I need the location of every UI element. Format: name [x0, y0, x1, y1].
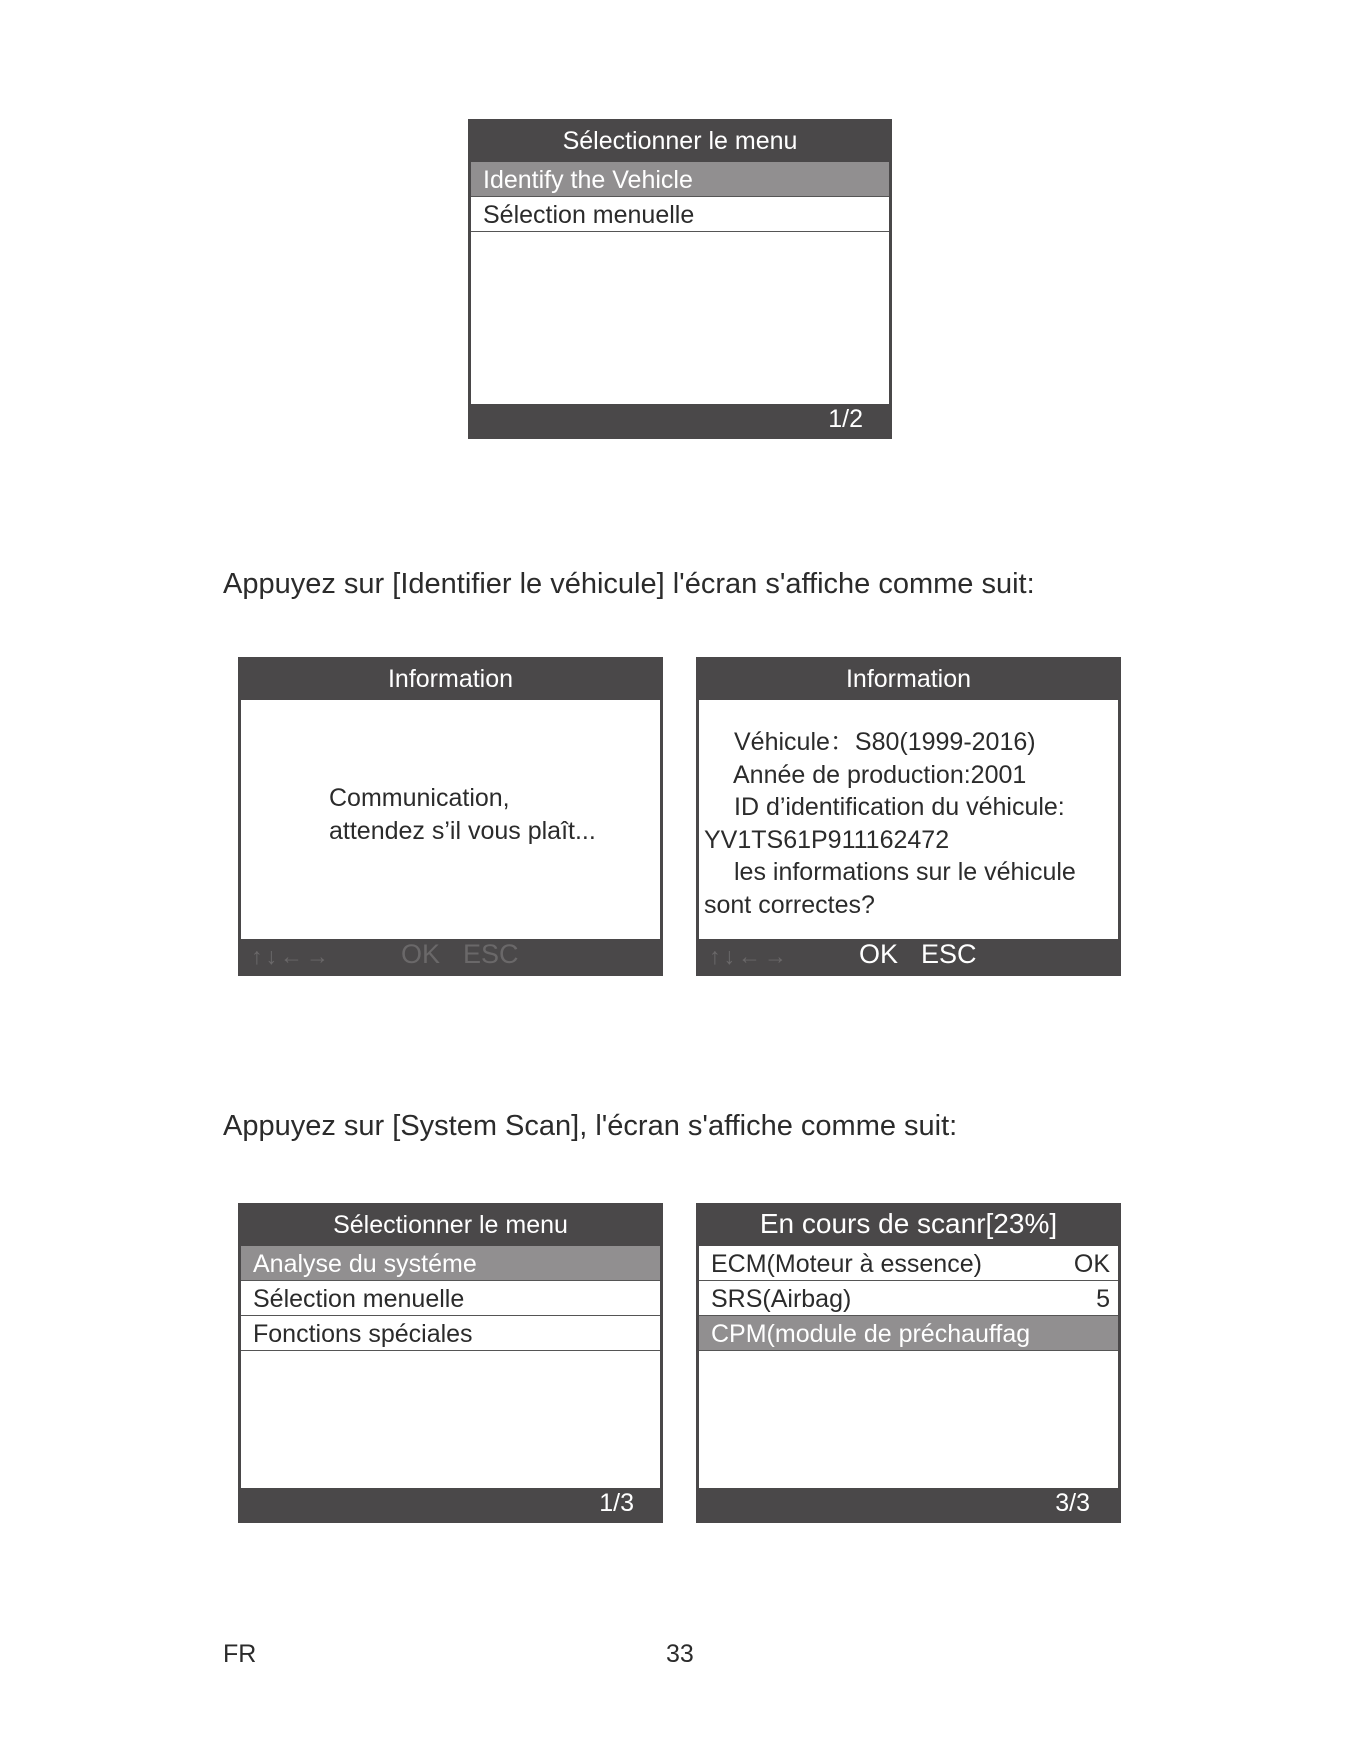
- screen-title: Information: [845, 665, 972, 693]
- menu-list: [241, 1246, 660, 1488]
- confirm-question: les informations sur le véhicule: [734, 858, 1076, 886]
- arrow-keys-icon: ↑↓←→: [709, 943, 790, 969]
- system-status: OK: [1073, 1250, 1110, 1278]
- info-body: [241, 700, 660, 939]
- status-line: Communication,: [329, 784, 510, 812]
- ok-button[interactable]: OK: [859, 939, 899, 969]
- dtc-count: 5: [1096, 1285, 1110, 1313]
- footer-language: FR: [223, 1640, 257, 1668]
- footer-page-number: 33: [666, 1640, 694, 1668]
- esc-button[interactable]: ESC: [921, 939, 977, 969]
- ok-button: OK: [401, 939, 441, 969]
- screen-title: Sélectionner le menu: [333, 1211, 568, 1239]
- scan-results-list: [699, 1246, 1118, 1488]
- instruction-caption-identify: Appuyez sur [Identifier le véhicule] l'écran s'affiche comme suit:: [223, 568, 1035, 600]
- scan-progress-screen: [696, 1203, 1121, 1523]
- screen-title: Sélectionner le menu: [562, 127, 798, 155]
- info-body: [699, 700, 1118, 939]
- page-indicator: 1/2: [828, 405, 863, 433]
- screen-footer: [241, 1486, 660, 1520]
- scan-row-ecm[interactable]: [699, 1246, 1118, 1281]
- scan-progress-title: En cours de scanr[23%]: [759, 1208, 1058, 1239]
- menu-item-identify-vehicle[interactable]: Identify the Vehicle: [471, 162, 889, 197]
- page-indicator: 3/3: [1055, 1489, 1090, 1517]
- menu-screen-vehicle: [468, 119, 892, 439]
- scan-row-cpm[interactable]: [699, 1316, 1118, 1351]
- screen-footer: [699, 1486, 1118, 1520]
- menu-list: [471, 162, 889, 404]
- arrow-keys-icon: ↑↓←→: [251, 943, 332, 969]
- vehicle-info: [704, 726, 1076, 921]
- screen-footer: [241, 939, 660, 973]
- instruction-caption-scan: Appuyez sur [System Scan], l'écran s'affiche comme suit:: [223, 1110, 958, 1142]
- esc-button: ESC: [463, 939, 519, 969]
- screen-footer: [699, 939, 1118, 973]
- system-name: ECM(Moteur à essence): [711, 1250, 982, 1278]
- vin-value: YV1TS61P911162472: [704, 825, 950, 854]
- menu-item-manual-selection[interactable]: Sélection menuelle: [471, 197, 889, 232]
- menu-item-system-scan[interactable]: Analyse du systéme: [241, 1246, 660, 1281]
- confirm-question-end: sont correctes?: [704, 890, 875, 919]
- menu-item-manual-selection[interactable]: Sélection menuelle: [241, 1281, 660, 1316]
- system-name: SRS(Airbag): [711, 1285, 852, 1313]
- page-indicator: 1/3: [599, 1489, 634, 1517]
- info-screen-vehicle: [696, 657, 1121, 976]
- screen-footer: [471, 402, 889, 436]
- info-screen-communication: [238, 657, 663, 976]
- production-year: Année de production:2001: [733, 760, 1027, 789]
- vin-label: ID d’identification du véhicule:: [734, 793, 1065, 821]
- vehicle-model: Véhicule：S80(1999-2016): [734, 728, 1036, 756]
- menu-item-special-functions[interactable]: Fonctions spéciales: [241, 1316, 660, 1351]
- screen-title: Information: [387, 665, 514, 693]
- scan-row-srs[interactable]: [699, 1281, 1118, 1316]
- system-name: CPM(module de préchauffag: [711, 1320, 1031, 1348]
- menu-screen-system: [238, 1203, 663, 1523]
- status-line: attendez s’il vous plaît...: [329, 817, 596, 845]
- status-message: [329, 782, 596, 848]
